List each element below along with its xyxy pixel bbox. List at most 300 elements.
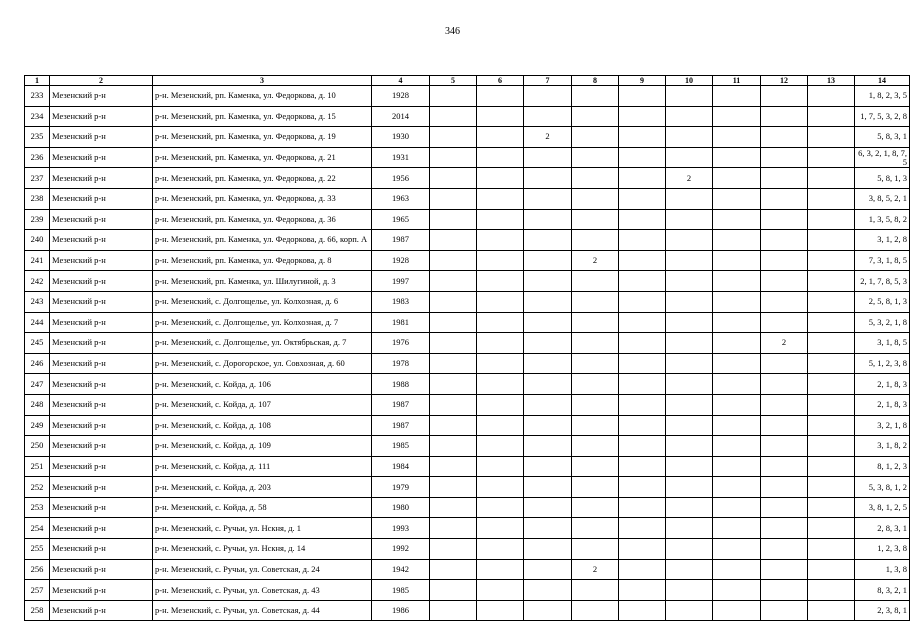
table-cell: 250: [25, 436, 50, 457]
table-cell: [572, 477, 619, 498]
table-cell: [808, 580, 855, 601]
table-cell: [524, 230, 572, 251]
table-cell: р-н. Мезенский, рп. Каменка, ул. Федоркова, д. 10: [153, 86, 372, 107]
table-cell: [477, 188, 524, 209]
table-cell: [477, 147, 524, 168]
table-cell: 5, 3, 8, 1, 2: [855, 477, 910, 498]
table-row: [25, 209, 910, 230]
table-cell: [619, 127, 666, 148]
table-cell: [808, 271, 855, 292]
table-cell: [430, 250, 477, 271]
table-cell: [477, 415, 524, 436]
table-cell: [572, 147, 619, 168]
table-cell: [713, 271, 761, 292]
table-cell: 1985: [372, 436, 430, 457]
table-cell: [761, 106, 808, 127]
column-header: 3: [153, 76, 372, 86]
table-cell: [572, 518, 619, 539]
header-row: [25, 76, 910, 86]
table-cell: [761, 580, 808, 601]
table-cell: [430, 230, 477, 251]
table-cell: [666, 291, 713, 312]
table-cell: [808, 374, 855, 395]
table-cell: Мезенский р-н: [50, 559, 153, 580]
table-cell: [524, 600, 572, 621]
table-cell: [430, 374, 477, 395]
table-cell: [808, 394, 855, 415]
table-cell: [619, 559, 666, 580]
table-cell: [430, 600, 477, 621]
table-cell: р-н. Мезенский, с. Ручьи, ул. Нскня, д. 14: [153, 539, 372, 560]
table-cell: [713, 415, 761, 436]
table-cell: 255: [25, 539, 50, 560]
table-cell: [572, 271, 619, 292]
table-cell: [619, 394, 666, 415]
table-cell: [666, 250, 713, 271]
table-cell: р-н. Мезенский, рп. Каменка, ул. Федоркова, д. 66, корп. А: [153, 230, 372, 251]
table-cell: 5, 8, 3, 1: [855, 127, 910, 148]
table-cell: 239: [25, 209, 50, 230]
table-cell: р-н. Мезенский, с. Дорогорское, ул. Совхозная, д. 60: [153, 353, 372, 374]
table-cell: [761, 415, 808, 436]
column-header: 4: [372, 76, 430, 86]
table-cell: [619, 291, 666, 312]
table-cell: [524, 456, 572, 477]
table-row: [25, 168, 910, 189]
table-cell: 1976: [372, 333, 430, 354]
table-cell: р-н. Мезенский, рп. Каменка, ул. Федоркова, д. 36: [153, 209, 372, 230]
table-cell: [713, 600, 761, 621]
table-cell: [713, 291, 761, 312]
table-cell: [761, 497, 808, 518]
table-cell: 251: [25, 456, 50, 477]
table-cell: [430, 539, 477, 560]
table-cell: [713, 230, 761, 251]
column-header: 11: [713, 76, 761, 86]
table-cell: [524, 147, 572, 168]
table-cell: [430, 291, 477, 312]
table-cell: Мезенский р-н: [50, 250, 153, 271]
table-row: [25, 312, 910, 333]
table-cell: 1, 7, 5, 3, 2, 8: [855, 106, 910, 127]
table-cell: [477, 312, 524, 333]
table-row: [25, 600, 910, 621]
table-cell: 1928: [372, 86, 430, 107]
table-cell: [666, 127, 713, 148]
table-cell: 243: [25, 291, 50, 312]
table-cell: [761, 250, 808, 271]
table-cell: р-н. Мезенский, с. Койда, д. 109: [153, 436, 372, 457]
table-cell: [524, 539, 572, 560]
table-cell: [666, 86, 713, 107]
table-cell: 1983: [372, 291, 430, 312]
table-cell: [477, 353, 524, 374]
table-cell: р-н. Мезенский, рп. Каменка, ул. Федоркова, д. 22: [153, 168, 372, 189]
table-row: [25, 291, 910, 312]
table-cell: р-н. Мезенский, с. Долгощелье, ул. Колхозная, д. 7: [153, 312, 372, 333]
table-cell: 1980: [372, 497, 430, 518]
table-cell: 254: [25, 518, 50, 539]
table-cell: [524, 374, 572, 395]
table-cell: [713, 559, 761, 580]
table-cell: [430, 353, 477, 374]
table-cell: 1978: [372, 353, 430, 374]
column-header: 10: [666, 76, 713, 86]
table-cell: Мезенский р-н: [50, 209, 153, 230]
table-cell: 258: [25, 600, 50, 621]
table-cell: 1928: [372, 250, 430, 271]
table-cell: [666, 477, 713, 498]
table-row: [25, 436, 910, 457]
table-cell: 1963: [372, 188, 430, 209]
table-cell: [761, 271, 808, 292]
table-cell: [761, 436, 808, 457]
table-cell: [572, 127, 619, 148]
table-cell: [430, 559, 477, 580]
table-cell: [619, 106, 666, 127]
table-cell: [619, 600, 666, 621]
table-cell: [713, 394, 761, 415]
table-cell: р-н. Мезенский, с. Койда, д. 107: [153, 394, 372, 415]
table-cell: [430, 415, 477, 436]
table-cell: [477, 374, 524, 395]
table-cell: 235: [25, 127, 50, 148]
table-cell: [808, 456, 855, 477]
table-cell: 1965: [372, 209, 430, 230]
table-cell: [761, 559, 808, 580]
table-cell: [572, 394, 619, 415]
table-cell: [477, 394, 524, 415]
table-cell: [572, 168, 619, 189]
table-cell: [430, 127, 477, 148]
table-cell: 241: [25, 250, 50, 271]
table-row: [25, 456, 910, 477]
table-cell: [666, 374, 713, 395]
table-cell: [524, 86, 572, 107]
table-cell: Мезенский р-н: [50, 456, 153, 477]
table-cell: Мезенский р-н: [50, 168, 153, 189]
table-cell: [524, 559, 572, 580]
table-cell: 244: [25, 312, 50, 333]
table-cell: 1931: [372, 147, 430, 168]
table-cell: [666, 518, 713, 539]
table-cell: [808, 312, 855, 333]
table-cell: [572, 86, 619, 107]
table-cell: [666, 559, 713, 580]
table-cell: 3, 1, 8, 2: [855, 436, 910, 457]
table-cell: Мезенский р-н: [50, 539, 153, 560]
table-cell: [666, 271, 713, 292]
table-cell: Мезенский р-н: [50, 477, 153, 498]
table-cell: р-н. Мезенский, с. Койда, д. 58: [153, 497, 372, 518]
table-cell: 1987: [372, 415, 430, 436]
table-cell: [477, 209, 524, 230]
table-cell: [430, 209, 477, 230]
table-cell: [808, 86, 855, 107]
table-row: [25, 230, 910, 251]
table-cell: [761, 312, 808, 333]
table-cell: [713, 374, 761, 395]
table-cell: [524, 106, 572, 127]
table-cell: [477, 436, 524, 457]
table-cell: 257: [25, 580, 50, 601]
table-cell: [808, 518, 855, 539]
table-cell: [572, 209, 619, 230]
table-cell: [524, 209, 572, 230]
table-cell: [761, 456, 808, 477]
table-cell: [477, 477, 524, 498]
table-cell: [619, 374, 666, 395]
column-header: 13: [808, 76, 855, 86]
table-cell: [477, 168, 524, 189]
table-cell: [430, 312, 477, 333]
table-cell: 1981: [372, 312, 430, 333]
table-cell: [430, 580, 477, 601]
table-cell: [808, 188, 855, 209]
table-cell: [808, 477, 855, 498]
table-cell: [524, 477, 572, 498]
table-row: [25, 497, 910, 518]
table-cell: [761, 209, 808, 230]
table-cell: [524, 436, 572, 457]
table-cell: 1942: [372, 559, 430, 580]
table-cell: [666, 209, 713, 230]
table-cell: Мезенский р-н: [50, 188, 153, 209]
table-cell: [430, 168, 477, 189]
table-cell: 1979: [372, 477, 430, 498]
table-cell: 5, 1, 2, 3, 8: [855, 353, 910, 374]
table-cell: [572, 374, 619, 395]
table-cell: [619, 436, 666, 457]
table-cell: 2, 1, 8, 3: [855, 374, 910, 395]
table-cell: 3, 8, 5, 2, 1: [855, 188, 910, 209]
table-cell: 248: [25, 394, 50, 415]
table-cell: Мезенский р-н: [50, 127, 153, 148]
table-cell: 8, 3, 2, 1: [855, 580, 910, 601]
table-cell: [477, 106, 524, 127]
table-cell: [713, 518, 761, 539]
table-cell: р-н. Мезенский, рп. Каменка, ул. Федоркова, д. 8: [153, 250, 372, 271]
table-cell: [666, 436, 713, 457]
table-cell: [477, 456, 524, 477]
table-cell: [524, 415, 572, 436]
table-cell: [524, 518, 572, 539]
table-cell: Мезенский р-н: [50, 415, 153, 436]
table-cell: 253: [25, 497, 50, 518]
table-cell: [713, 209, 761, 230]
table-cell: [808, 127, 855, 148]
table-cell: [572, 291, 619, 312]
table-cell: [808, 436, 855, 457]
table-cell: [619, 230, 666, 251]
table-cell: [572, 436, 619, 457]
table-cell: [430, 147, 477, 168]
table-cell: Мезенский р-н: [50, 312, 153, 333]
table-cell: [808, 106, 855, 127]
table-cell: Мезенский р-н: [50, 600, 153, 621]
table-row: [25, 188, 910, 209]
table-cell: Мезенский р-н: [50, 291, 153, 312]
column-header: 5: [430, 76, 477, 86]
table-cell: [666, 333, 713, 354]
table-cell: [666, 600, 713, 621]
table-row: [25, 353, 910, 374]
table-cell: [761, 539, 808, 560]
table-cell: [808, 559, 855, 580]
table-cell: 7, 3, 1, 8, 5: [855, 250, 910, 271]
table-cell: 246: [25, 353, 50, 374]
table-cell: 1985: [372, 580, 430, 601]
table-cell: [713, 580, 761, 601]
table-cell: 2: [524, 127, 572, 148]
table-cell: р-н. Мезенский, рп. Каменка, ул. Федоркова, д. 19: [153, 127, 372, 148]
table-cell: [666, 106, 713, 127]
table-cell: [713, 127, 761, 148]
table-cell: [572, 456, 619, 477]
table-cell: 1987: [372, 394, 430, 415]
table-cell: [713, 497, 761, 518]
table-row: [25, 415, 910, 436]
table-cell: [761, 86, 808, 107]
table-cell: р-н. Мезенский, рп. Каменка, ул. Федоркова, д. 33: [153, 188, 372, 209]
table-cell: [524, 188, 572, 209]
table-cell: Мезенский р-н: [50, 353, 153, 374]
table-cell: 1, 3, 8: [855, 559, 910, 580]
table-cell: 256: [25, 559, 50, 580]
table-row: [25, 106, 910, 127]
table-cell: [713, 539, 761, 560]
table-cell: [430, 188, 477, 209]
table-cell: р-н. Мезенский, с. Ручьи, ул. Советская, д. 43: [153, 580, 372, 601]
table-cell: [572, 539, 619, 560]
table-cell: [572, 333, 619, 354]
table-row: [25, 374, 910, 395]
table-cell: 1, 8, 2, 3, 5: [855, 86, 910, 107]
table-cell: [477, 250, 524, 271]
table-cell: 2014: [372, 106, 430, 127]
table-cell: [808, 333, 855, 354]
table-cell: 233: [25, 86, 50, 107]
column-header: 6: [477, 76, 524, 86]
table-cell: [619, 539, 666, 560]
table-cell: [524, 312, 572, 333]
table-cell: [666, 539, 713, 560]
table-cell: [619, 188, 666, 209]
table-cell: [761, 477, 808, 498]
table-cell: [808, 353, 855, 374]
table-cell: Мезенский р-н: [50, 497, 153, 518]
table-cell: [430, 497, 477, 518]
table-cell: [666, 147, 713, 168]
table-cell: [713, 250, 761, 271]
table-cell: [713, 353, 761, 374]
table-cell: 240: [25, 230, 50, 251]
table-cell: [666, 312, 713, 333]
table-cell: р-н. Мезенский, с. Койда, д. 106: [153, 374, 372, 395]
table-cell: 2: [761, 333, 808, 354]
table-cell: [761, 353, 808, 374]
column-header: 14: [855, 76, 910, 86]
table-cell: [619, 333, 666, 354]
table-cell: [619, 168, 666, 189]
table-cell: [572, 580, 619, 601]
table-cell: [430, 86, 477, 107]
table-cell: 1930: [372, 127, 430, 148]
table-cell: Мезенский р-н: [50, 106, 153, 127]
table-cell: [808, 415, 855, 436]
table-cell: [619, 86, 666, 107]
table-cell: [524, 580, 572, 601]
table-cell: [619, 147, 666, 168]
table-cell: 1997: [372, 271, 430, 292]
table-cell: [572, 497, 619, 518]
table-cell: 3, 8, 1, 2, 5: [855, 497, 910, 518]
page-number: 346: [445, 26, 460, 37]
table-cell: [430, 518, 477, 539]
table-cell: [666, 230, 713, 251]
table-cell: [477, 539, 524, 560]
table-body: [25, 86, 910, 621]
table-row: [25, 518, 910, 539]
table-cell: [713, 436, 761, 457]
table-cell: [808, 209, 855, 230]
table-cell: 2, 3, 8, 1: [855, 600, 910, 621]
table-cell: 247: [25, 374, 50, 395]
table-cell: [761, 127, 808, 148]
table-cell: 242: [25, 271, 50, 292]
table-cell: [761, 188, 808, 209]
table-cell: р-н. Мезенский, с. Койда, д. 203: [153, 477, 372, 498]
table-cell: [808, 497, 855, 518]
table-cell: [761, 291, 808, 312]
table-cell: [524, 497, 572, 518]
table-cell: [524, 271, 572, 292]
table-cell: Мезенский р-н: [50, 436, 153, 457]
table-row: [25, 559, 910, 580]
table-cell: [477, 580, 524, 601]
table-row: [25, 147, 910, 168]
table-cell: [430, 106, 477, 127]
table-cell: 8, 1, 2, 3: [855, 456, 910, 477]
table-cell: [524, 168, 572, 189]
table-cell: [477, 518, 524, 539]
table-cell: [808, 250, 855, 271]
table-cell: Мезенский р-н: [50, 147, 153, 168]
table-cell: [477, 333, 524, 354]
table-cell: [477, 559, 524, 580]
table-cell: 1, 3, 5, 8, 2: [855, 209, 910, 230]
table-cell: 5, 3, 2, 1, 8: [855, 312, 910, 333]
table-cell: [619, 518, 666, 539]
table-cell: 6, 3, 2, 1, 8, 7, 5: [855, 147, 910, 168]
column-header: 9: [619, 76, 666, 86]
table-cell: [619, 580, 666, 601]
column-header: 12: [761, 76, 808, 86]
table-cell: р-н. Мезенский, с. Ручьи, ул. Советская, д. 24: [153, 559, 372, 580]
table-cell: [666, 353, 713, 374]
table-cell: [572, 106, 619, 127]
table-cell: Мезенский р-н: [50, 333, 153, 354]
table-cell: [524, 333, 572, 354]
table-cell: [619, 477, 666, 498]
table-cell: 238: [25, 188, 50, 209]
table-cell: [666, 456, 713, 477]
table-cell: 1, 2, 3, 8: [855, 539, 910, 560]
table-cell: 2: [666, 168, 713, 189]
table-row: [25, 271, 910, 292]
table-cell: Мезенский р-н: [50, 86, 153, 107]
table-cell: 1992: [372, 539, 430, 560]
